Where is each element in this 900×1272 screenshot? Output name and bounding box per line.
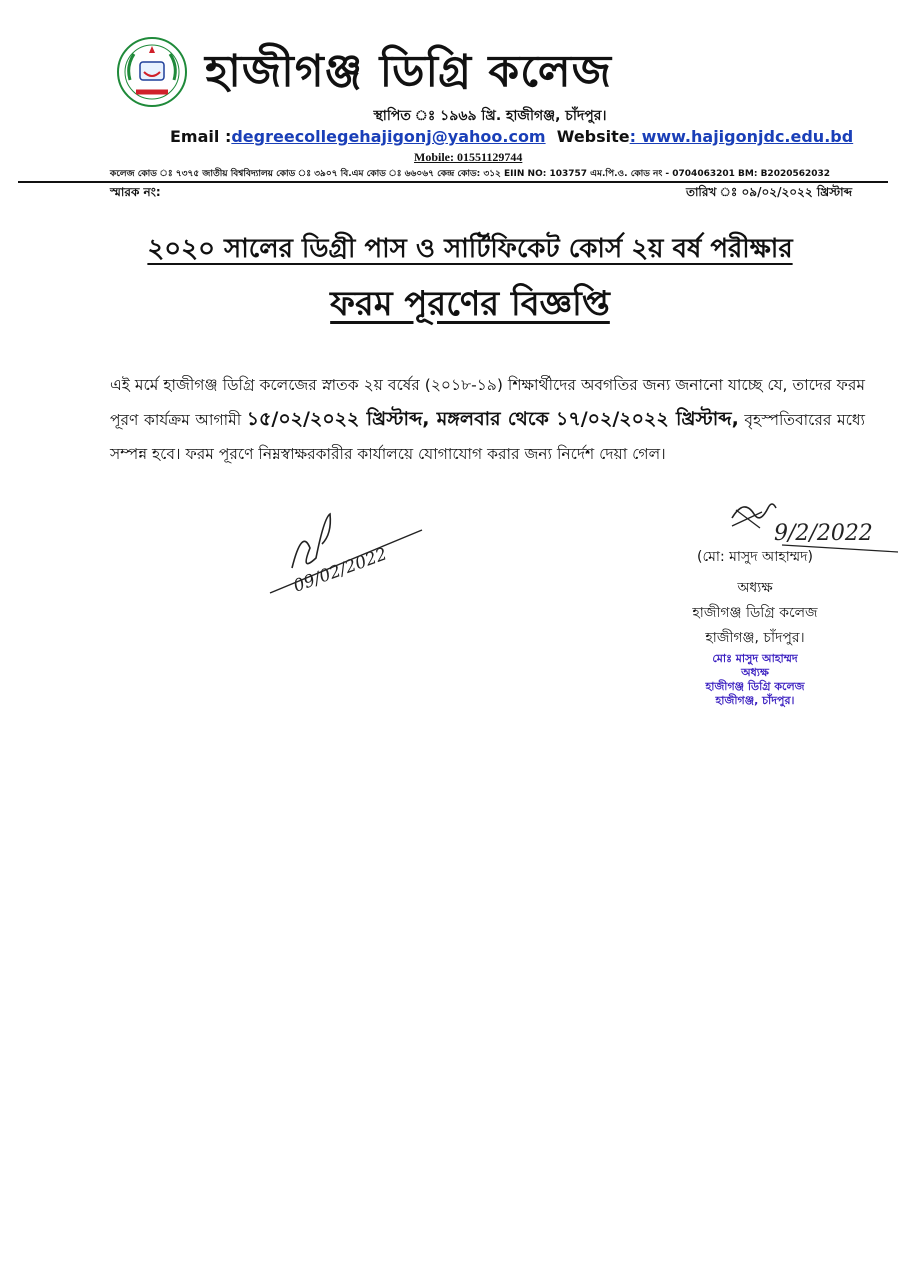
- body-part-2: বৃহস্পতিবারের মধ্যে সম্পন্ন হবে। ফরম পূরণে নিম্নস্বাক্ষরকারীর কার্যালয়ে যোগাযোগ করার জন্য নির্দেশ দেয়া গেল।: [110, 411, 866, 463]
- established-line: স্থাপিত ঃ ১৯৬৯ খ্রি. হাজীগঞ্জ, চাঁদপুর।: [373, 108, 607, 124]
- signatory-college: হাজীগঞ্জ ডিগ্রি কলেজ: [692, 605, 818, 621]
- email-label: Email :: [170, 127, 232, 146]
- notice-title-line-1-text: ২০২০ সালের ডিগ্রী পাস ও সার্টিফিকেট কোর্স ২য় বর্ষ পরীক্ষার: [147, 234, 793, 264]
- seal-role: অধ্যক্ষ: [741, 666, 769, 679]
- handwritten-date-left: 09/02/2022: [290, 544, 390, 597]
- seal-college: হাজীগঞ্জ ডিগ্রি কলেজ: [705, 680, 805, 693]
- signatory-role: অধ্যক্ষ: [737, 580, 773, 596]
- college-name: হাজীগঞ্জ ডিগ্রি কলেজ: [205, 46, 613, 97]
- website-link[interactable]: : www.hajigonjdc.edu.bd: [629, 127, 854, 146]
- memo-number-label: স্মারক নং:: [110, 185, 161, 199]
- college-logo-icon: [116, 36, 188, 108]
- notice-title-line-2: [0, 278, 900, 335]
- institution-codes: কলেজ কোড ঃ ৭৩৭৫ জাতীয় বিশ্ববিদ্যালয় কোড ঃ ৩৯০৭ বি.এম কোড ঃ ৬৬০৬৭ কেন্দ্র কোড: ৩১২ EIIN NO: 103757 এম.পি.ও. কোড নং - 0704063201 BM: B2020562032: [109, 169, 831, 179]
- handwritten-signature-left: [262, 508, 432, 603]
- handwritten-date-right: 9/2/2022: [774, 521, 873, 546]
- notice-body: [110, 368, 865, 471]
- contact-line: [170, 127, 853, 146]
- signatory-address: হাজীগঞ্জ, চাঁদপুর।: [705, 630, 805, 646]
- seal-name: মোঃ মাসুদ আহাম্মদ: [712, 652, 798, 665]
- notice-title-line-1: [0, 228, 900, 272]
- body-part-1: এই মর্মে হাজীগঞ্জ ডিগ্রি কলেজের স্নাতক ২য় বর্ষের (২০১৮-১৯) শিক্ষার্থীদের অবগতির জন্য জনানো যাচ্ছে যে, তাদের ফরম পূরণ কার্যক্রম আগামী: [110, 376, 865, 429]
- body-form-fillup-dates: ১৫/০২/২০২২ খ্রিস্টাব্দ, মঙ্গলবার থেকে ১৭/০২/২০২২ খ্রিস্টাব্দ,: [246, 408, 739, 430]
- header-divider: [18, 181, 888, 183]
- email-link[interactable]: degreecollegehajigonj@yahoo.com: [231, 127, 546, 146]
- notice-date: তারিখ ঃ ০৯/০২/২০২২ খ্রিস্টাব্দ: [685, 185, 852, 199]
- website-label: Website: [556, 127, 630, 146]
- seal-address: হাজীগঞ্জ, চাঁদপুর।: [715, 694, 795, 707]
- notice-title-line-2-text: ফরম পূরণের বিজ্ঞপ্তি: [330, 284, 610, 324]
- mobile-number: Mobile: 01551129744: [414, 150, 523, 164]
- signatory-name: (মো: মাসুদ আহাম্মদ): [697, 549, 813, 565]
